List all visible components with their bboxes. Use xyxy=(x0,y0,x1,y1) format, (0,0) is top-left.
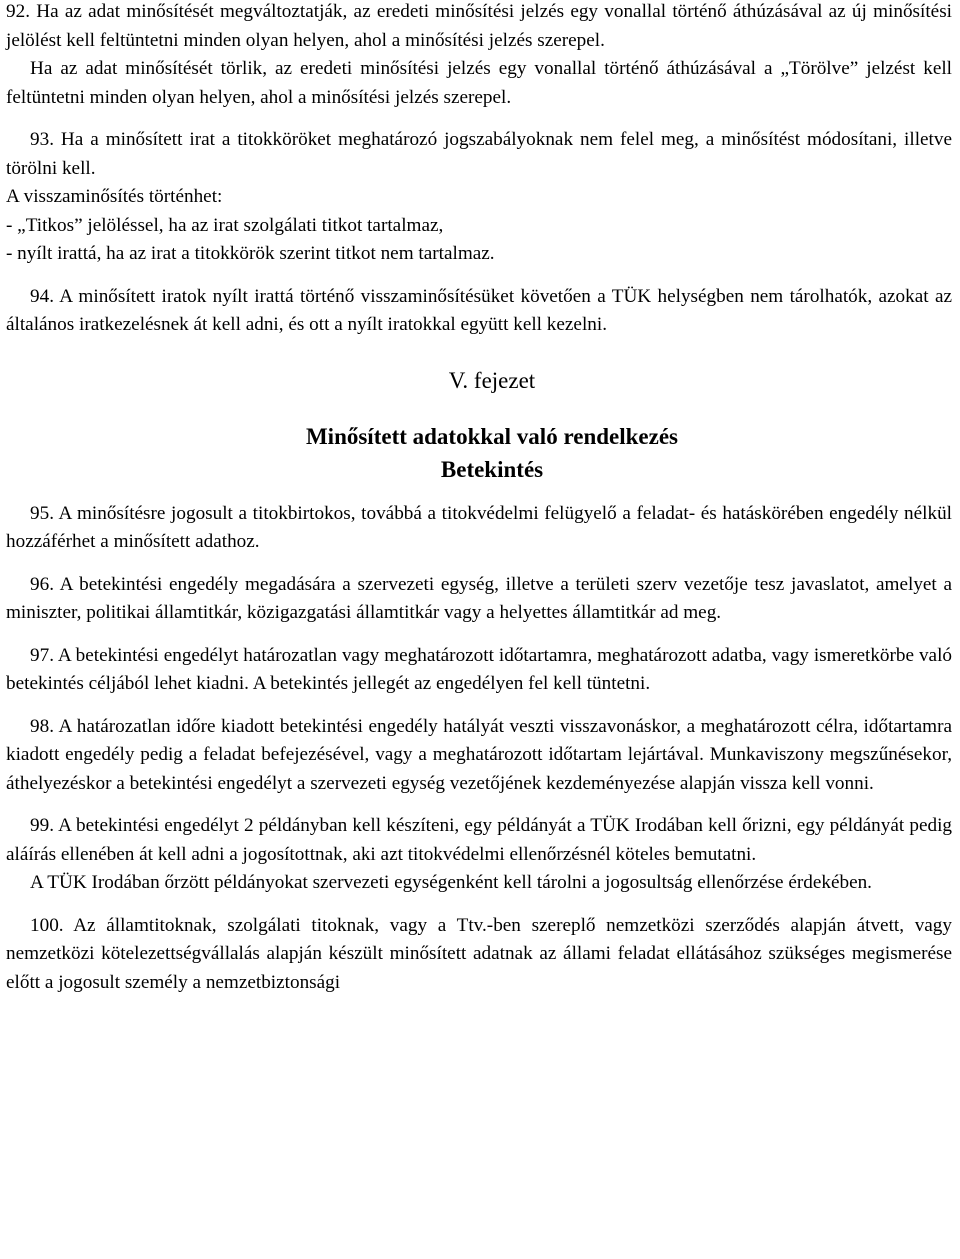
paragraph-99: 99. A betekintési engedélyt 2 példányban kell készíteni, egy példányát a TÜK Irodában kell őrizni, egy példányát pedig aláírás ellenében át kell adni a jogosítottnak, aki azt titokvédelmi ellenőrzésnél köteles bemutatni. xyxy=(6,815,952,865)
paragraph-96: 96. A betekintési engedély megadására a szervezeti egység, illetve a területi szerv vezetője tesz javaslatot, amelyet a miniszter, politikai államtitkár, közigazgatási államtitkár vagy a helyettes államtitkár ad meg. xyxy=(6,573,952,623)
paragraph-97: 97. A betekintési engedélyt határozatlan vagy meghatározott időtartamra, meghatározott adatba, vagy ismeretkörbe való betekintés céljából lehet kiadni. A betekintés jellegét az engedélyen fel kell tüntetni. xyxy=(6,644,952,694)
paragraph-93-item-2: - nyílt irattá, ha az irat a titokkörök szerint titkot nem tartalmaz. xyxy=(6,243,495,264)
paragraph-93: 93. Ha a minősített irat a titokköröket meghatározó jogszabályoknak nem felel meg, a minősítést módosítani, illetve törölni kell. xyxy=(6,129,952,179)
chapter-heading: V. fejezet xyxy=(448,367,536,393)
paragraph-100: 100. Az államtitoknak, szolgálati titoknak, vagy a Ttv.-ben szereplő nemzetközi szerződés alapján átvett, vagy nemzetközi kötelezettségvállalás alapján készült minősített adatnak az állami feladat ellátásához szükséges megismerése előtt a jogosult személy a nemzetbiztonsági xyxy=(6,914,952,993)
paragraph-93-intro: A visszaminősítés történhet: xyxy=(6,186,223,207)
section-title: Betekintés xyxy=(440,456,544,482)
paragraph-92: 92. Ha az adat minősítését megváltoztatják, az eredeti minősítési jelzés egy vonallal történő áthúzásával az új minősítési jelölést kell feltüntetni minden olyan helyen, ahol a minősítési jelzés szerepel. xyxy=(6,1,952,51)
paragraph-95: 95. A minősítésre jogosult a titokbirtokos, továbbá a titokvédelmi felügyelő a feladat- és hatáskörében engedély nélkül hozzáférhet a minősített adathoz. xyxy=(6,502,952,552)
paragraph-93-item-1: - „Titkos” jelöléssel, ha az irat szolgálati titkot tartalmaz, xyxy=(6,214,444,236)
paragraph-98: 98. A határozatlan időre kiadott betekintési engedély hatályát veszti visszavonáskor, a meghatározott célra, időtartamra kiadott engedély pedig a feladat befejezésével, vagy a meghatározott időtartam lejártával. Munkaviszony megszűnésekor, áthelyezéskor a betekintési engedélyt a szervezeti egység vezetőjének kezdeményezése alapján vissza kell vonni. xyxy=(6,715,952,794)
paragraph-99-continued: A TÜK Irodában őrzött példányokat szervezeti egységenként kell tárolni a jogosultság ellenőrzése érdekében. xyxy=(30,872,872,893)
paragraph-92-continued: Ha az adat minősítését törlik, az eredeti minősítési jelzés egy vonallal történő áthúzásával a „Törölve” jelzést kell feltüntetni minden olyan helyen, ahol a minősítési jelzés szerepel. xyxy=(6,58,952,108)
paragraph-94: 94. A minősített iratok nyílt irattá történő visszaminősítésüket követően a TÜK helységben nem tárolhatók, azokat az általános iratkezelésnek át kell adni, és ott a nyílt iratokkal együtt kell kezelni. xyxy=(6,285,952,335)
chapter-title: Minősített adatokkal való rendelkezés xyxy=(305,423,679,449)
document-page xyxy=(6,0,952,997)
